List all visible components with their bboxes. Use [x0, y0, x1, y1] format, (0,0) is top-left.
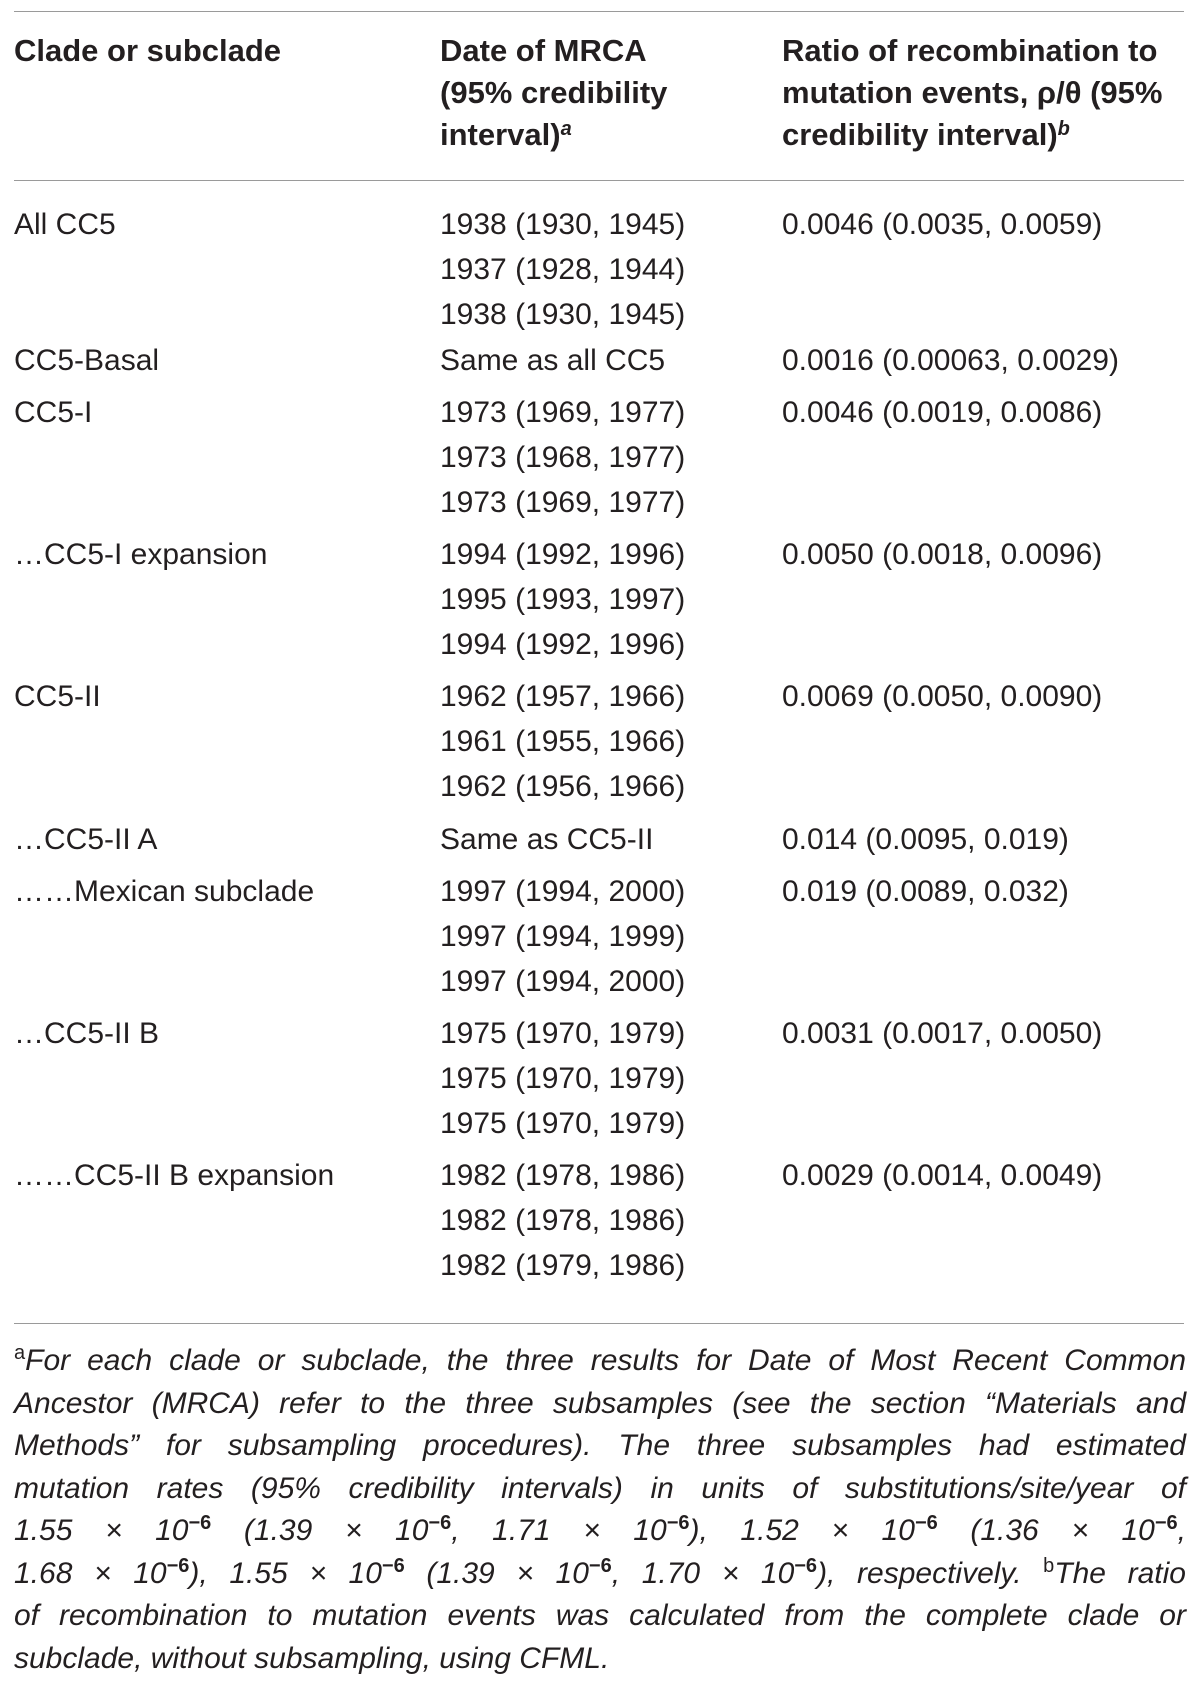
footnote-text: For each clade or subclade, the three results for Date of Most Recent Common [25, 1344, 1186, 1377]
ratio-cell: 0.0031 (0.0017, 0.0050) [782, 1017, 1103, 1050]
date-line: 1994 (1992, 1996) [440, 628, 686, 661]
date-cell [440, 338, 665, 383]
exponent: −6 [588, 1554, 612, 1577]
header-ratio-text: credibility interval) [782, 117, 1058, 152]
footnote-line [14, 1425, 1186, 1468]
date-cell [440, 674, 685, 809]
date-cell [440, 1011, 685, 1146]
footnote-line [14, 1553, 1186, 1596]
clade-cell: CC5-Basal [14, 344, 160, 377]
date-line: 1975 (1970, 1979) [440, 1017, 686, 1050]
footnote-text: 1.55 × 10 [14, 1514, 189, 1547]
date-line: 1962 (1957, 1966) [440, 680, 686, 713]
table-footnotes [14, 1340, 1186, 1680]
header-date [440, 30, 667, 156]
footnote-line [14, 1468, 1186, 1511]
ratio-cell: 0.0069 (0.0050, 0.0090) [782, 680, 1103, 713]
date-line: 1973 (1969, 1977) [440, 486, 686, 519]
clade-cell: …CC5-I expansion [14, 538, 268, 571]
header-date-text: interval) [440, 117, 561, 152]
footnote-mark-b: b [1057, 118, 1070, 140]
footnote-text: of recombination to mutation events was calculated from the complete clade or [14, 1599, 1186, 1632]
exponent: −6 [428, 1512, 452, 1534]
date-line: 1997 (1994, 2000) [440, 965, 686, 998]
footnote-line [14, 1340, 1186, 1383]
exponent: −6 [914, 1512, 938, 1534]
footnote-text: mutation rates (95% credibility intervals) in units of substitutions/site/year of [14, 1471, 1186, 1505]
date-line: 1995 (1993, 1997) [440, 583, 686, 616]
date-line: 1973 (1969, 1977) [440, 396, 686, 429]
clade-cell: CC5-I [14, 396, 93, 429]
footnote-text: Ancestor (MRCA) refer to the three subsamples (see the section “Materials and [14, 1386, 1186, 1420]
header-ratio-line [782, 114, 1162, 156]
footnote-mark-a: a [560, 118, 572, 140]
date-cell [440, 817, 653, 862]
header-clade-line: Clade or subclade [14, 33, 282, 68]
date-line: 1997 (1994, 1999) [440, 920, 686, 953]
date-cell [440, 390, 685, 525]
header-ratio-line: Ratio of recombination to [782, 33, 1158, 68]
footnote-text: , 1.70 × 10 [611, 1556, 795, 1590]
footnote-mark-b: b [1043, 1554, 1055, 1577]
footnote-text: , 1.71 × 10 [451, 1514, 667, 1547]
footnote-text: ), 1.55 × 10 [189, 1556, 382, 1590]
date-line: 1962 (1956, 1966) [440, 770, 686, 803]
top-rule [14, 11, 1184, 12]
exponent: −6 [666, 1512, 690, 1534]
date-line: 1994 (1992, 1996) [440, 538, 686, 571]
exponent: −6 [166, 1554, 190, 1577]
footnote-text: ), respectively. [817, 1556, 1044, 1590]
footnote-line [14, 1595, 1186, 1638]
exponent: −6 [381, 1554, 405, 1577]
footnote-text: subclade, without subsampling, using CFML. [14, 1641, 610, 1675]
date-line: Same as all CC5 [440, 344, 666, 377]
footnote-text: , [1177, 1514, 1187, 1547]
ratio-cell: 0.0029 (0.0014, 0.0049) [782, 1159, 1103, 1192]
clade-cell: ……Mexican subclade [14, 875, 315, 908]
date-line: 1937 (1928, 1944) [440, 253, 686, 286]
date-line: 1961 (1955, 1966) [440, 725, 686, 758]
clade-cell: All CC5 [14, 208, 116, 241]
exponent: −6 [1154, 1512, 1178, 1534]
header-date-line: Date of MRCA [440, 33, 647, 68]
footnote-line [14, 1383, 1186, 1426]
header-date-line: (95% credibility [440, 75, 668, 110]
clade-cell: ……CC5-II B expansion [14, 1159, 335, 1192]
footnote-text: (1.39 × 10 [404, 1556, 589, 1590]
header-date-line [440, 114, 667, 156]
footnote-text: (1.36 × 10 [937, 1514, 1155, 1547]
date-line: 1938 (1930, 1945) [440, 298, 686, 331]
date-cell [440, 202, 685, 337]
ratio-cell: 0.014 (0.0095, 0.019) [782, 823, 1069, 856]
footnote-text: Methods” for subsampling procedures). The three subsamples had estimated [14, 1429, 1186, 1462]
clade-cell: …CC5-II B [14, 1017, 160, 1050]
header-ratio [782, 30, 1162, 156]
date-cell [440, 1153, 685, 1288]
footnote-text: (1.39 × 10 [211, 1514, 429, 1547]
date-line: 1938 (1930, 1945) [440, 208, 686, 241]
header-clade [14, 30, 281, 72]
date-line: 1982 (1978, 1986) [440, 1159, 686, 1192]
date-line: 1973 (1968, 1977) [440, 441, 686, 474]
footnote-text: The ratio [1054, 1556, 1186, 1590]
footnote-mark-a: a [14, 1342, 26, 1364]
date-line: 1975 (1970, 1979) [440, 1062, 686, 1095]
ratio-cell: 0.0046 (0.0035, 0.0059) [782, 208, 1103, 241]
ratio-cell: 0.0050 (0.0018, 0.0096) [782, 538, 1103, 571]
date-cell [440, 869, 685, 1004]
exponent: −6 [188, 1512, 212, 1534]
footnote-line [14, 1510, 1186, 1553]
footnote-text: 1.68 × 10 [14, 1556, 167, 1590]
footnote-text: ), 1.52 × 10 [689, 1514, 915, 1547]
bottom-rule [14, 1323, 1184, 1324]
date-line: 1997 (1994, 2000) [440, 875, 686, 908]
date-cell [440, 532, 685, 667]
clade-cell: CC5-II [14, 680, 101, 713]
date-line: 1982 (1979, 1986) [440, 1249, 686, 1282]
footnote-line [14, 1638, 1186, 1681]
header-ratio-line: mutation events, ρ/θ (95% [782, 75, 1163, 110]
ratio-cell: 0.0016 (0.00063, 0.0029) [782, 344, 1119, 377]
exponent: −6 [794, 1554, 818, 1577]
ratio-cell: 0.0046 (0.0019, 0.0086) [782, 396, 1103, 429]
date-line: 1982 (1978, 1986) [440, 1204, 686, 1237]
ratio-cell: 0.019 (0.0089, 0.032) [782, 875, 1069, 908]
date-line: Same as CC5-II [440, 823, 654, 856]
date-line: 1975 (1970, 1979) [440, 1107, 686, 1140]
clade-cell: …CC5-II A [14, 823, 158, 856]
header-rule [14, 180, 1184, 181]
